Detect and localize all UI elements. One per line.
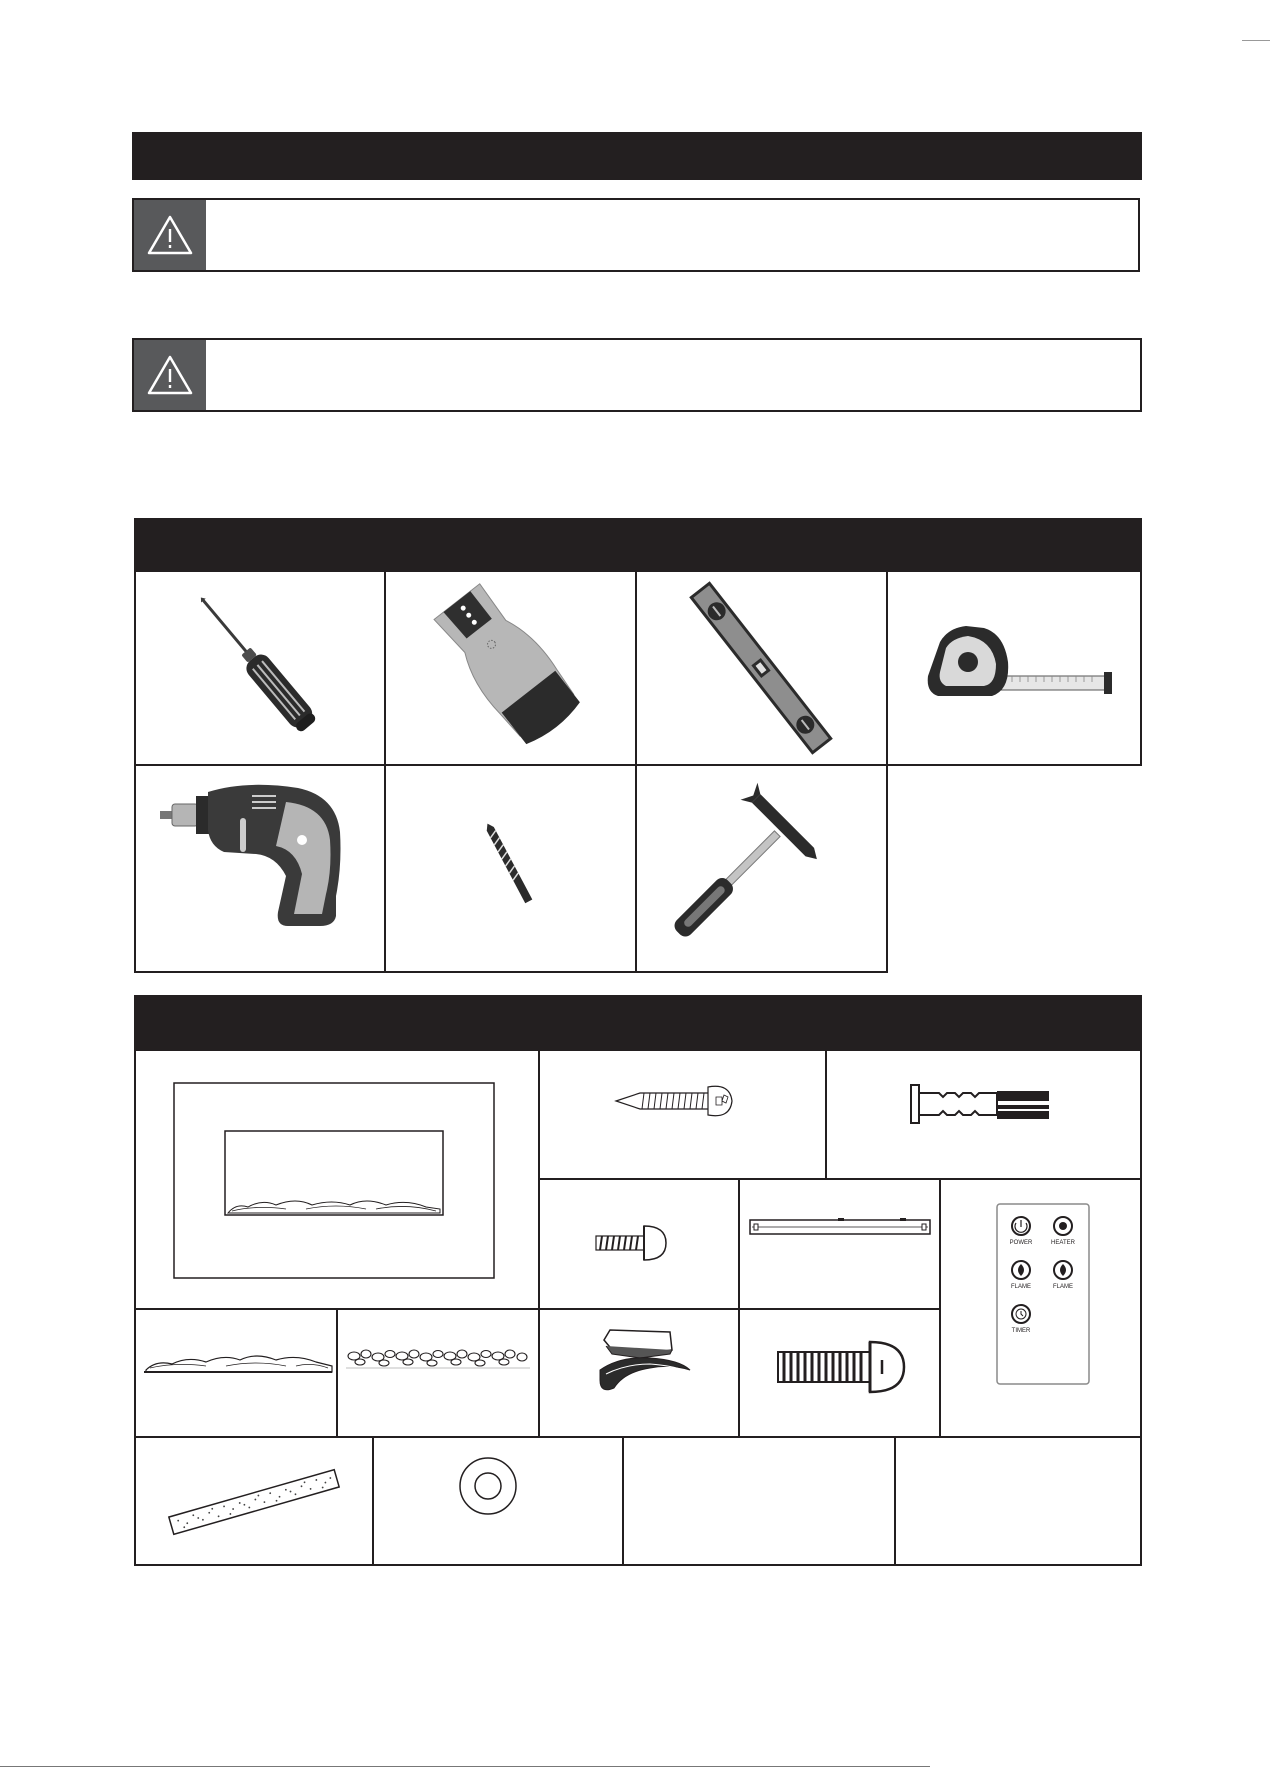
footer-rule: [0, 1766, 930, 1767]
wall-anchor-icon: [827, 1053, 1140, 1178]
part-bolt: [740, 1310, 939, 1436]
section-header-bar: [132, 132, 1142, 180]
remote-flame-label-2: FLAME: [1052, 1284, 1074, 1290]
part-pebble-set: [338, 1310, 538, 1436]
warning-triangle-icon: [134, 200, 206, 270]
bolt-icon: [740, 1310, 939, 1436]
part-wall-bracket: [740, 1180, 939, 1308]
remote-power-label: POWER: [1009, 1240, 1033, 1246]
spirit-level-icon: [637, 572, 886, 764]
part-wood-screw: [540, 1053, 825, 1178]
remote-flame-label-1: FLAME: [1010, 1284, 1032, 1290]
washer-icon: [374, 1438, 622, 1564]
part-remote-control: [941, 1180, 1140, 1436]
fireplace-icon: [136, 1053, 538, 1308]
log-set-icon: [136, 1310, 336, 1436]
crystal-strip-icon: [136, 1438, 372, 1564]
page-corner-mark: [1242, 40, 1270, 41]
tool-drill-bit: [386, 766, 635, 971]
tool-screwdriver: [136, 572, 384, 764]
pebble-set-icon: [338, 1310, 538, 1436]
hammer-icon: [637, 766, 886, 971]
part-empty-cell-1: [624, 1438, 894, 1564]
part-washer: [374, 1438, 622, 1564]
part-stand-foot: [540, 1310, 738, 1436]
tool-hammer: [637, 766, 886, 971]
parts-section-header: [134, 995, 1142, 1051]
part-crystal-strip: [136, 1438, 372, 1564]
tools-section-header: [134, 518, 1142, 572]
part-log-set: [136, 1310, 336, 1436]
warning-box-2: [132, 338, 1142, 412]
tape-measure-icon: [888, 572, 1140, 764]
remote-heater-label: HEATER: [1051, 1240, 1075, 1246]
part-empty-cell-2: [896, 1438, 1140, 1564]
power-drill-icon: [136, 766, 384, 971]
small-screw-icon: [540, 1180, 738, 1308]
tool-spirit-level: [637, 572, 886, 764]
remote-control-icon: [941, 1180, 1140, 1436]
tool-tape-measure: [888, 572, 1140, 764]
tool-power-drill: [136, 766, 384, 971]
wall-bracket-icon: [740, 1180, 939, 1308]
warning-triangle-icon: [134, 340, 206, 410]
part-small-screw: [540, 1180, 738, 1308]
warning-box-1: [132, 198, 1140, 272]
part-wall-anchor: [827, 1053, 1140, 1178]
screwdriver-icon: [136, 572, 384, 764]
stud-finder-icon: [386, 572, 635, 764]
part-fireplace: [136, 1053, 538, 1308]
remote-timer-label: TIMER: [1011, 1328, 1031, 1334]
wood-screw-icon: [540, 1053, 825, 1178]
stand-foot-icon: [540, 1310, 738, 1436]
tool-stud-finder: [386, 572, 635, 764]
drill-bit-icon: [386, 766, 635, 971]
